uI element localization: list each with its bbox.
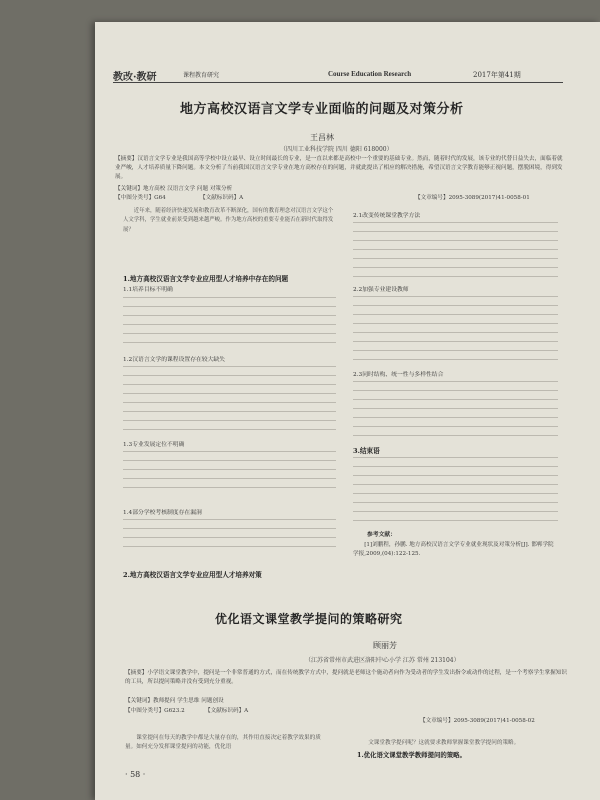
body-text-block xyxy=(123,297,336,351)
article2-classification: 【中图分类号】G623.2 xyxy=(125,708,185,714)
article1-abstract: 【摘要】汉语言文学专业是我国高等学校中设立最早、设立时间最长的专业，是一直以来都是高校中一个重要的基础专业。然而，随着时代的发展，该专业的代替日益失去，面临着就业严峻，人才培养质量下降问题。本文分析了当前我国汉语言文学专业在地方高校存在的问题，并就此提出了相应的解决措施，希望汉语言文学教育能够正视问题，摆脱困境，得到发展。 xyxy=(115,156,563,180)
article1-references-label: 参考文献： xyxy=(367,532,396,538)
article1-affiliation: （四川工业科技学院 四川 德阳 618000） xyxy=(280,146,393,153)
journal-page xyxy=(95,22,600,800)
article1-heading-1: 1.地方高校汉语言文学专业应用型人才培养中存在的问题 xyxy=(123,275,289,283)
article2-keywords: 【关键词】教师提问 学生思维 问题创设 xyxy=(125,698,224,704)
article1-keywords: 【关键词】地方高校 汉语言文学 问题 对策分析 xyxy=(115,186,233,192)
body-text-block xyxy=(123,519,336,555)
article1-classification: 【中图分类号】G64 xyxy=(115,195,166,201)
body-text-block xyxy=(353,457,558,529)
article2-heading-1: 1.优化语文课堂教学教师提问的策略。 xyxy=(357,751,466,759)
article2-doc-code: 【文献标识码】A xyxy=(205,708,249,714)
article2-title: 优化语文课堂教学提问的策略研究 xyxy=(215,612,403,626)
header-rule xyxy=(113,82,563,83)
article1-reference-1: [1]刘鹏程，孙鹏. 地方高校汉语言文学专业就业现状及对策分析[J]. 邯郸学院学报,2009,(04):122-125. xyxy=(353,542,554,557)
article2-article-number: 【文章编号】2095-3089(2017)41-0058-02 xyxy=(420,718,535,724)
article1-subheading-1-2: 1.2汉语言文学的课程设置存在较大缺失 xyxy=(123,357,225,363)
article1-subheading-1-1: 1.1培养目标不明确 xyxy=(123,287,173,293)
body-text-block xyxy=(353,296,558,368)
article1-intro: 近年来，随着经济快速发展和教育改革不断深化，国有的教育理念对汉语言文学这个人文学科，学生就业前景受到越来越严峻。作为地方高校的重要专业能否在新时代取得发展？ xyxy=(123,208,334,233)
article1-subheading-2-2: 2.2加强专业建设教师 xyxy=(353,287,409,293)
article2-author: 顾丽芳 xyxy=(373,641,397,650)
article2-right-intro: 文课堂教学提问呢？这就要求教师掌握课堂教学提问的策略。 xyxy=(368,740,520,746)
article1-article-number: 【文章编号】2095-3089(2017)41-0058-01 xyxy=(415,195,530,201)
article2-intro: 课堂提问在每天的教学中都是大量存在的，其作用直接决定着教学效果的质量。如何充分发挥课堂提问的功能，优化语 xyxy=(125,735,321,750)
article1-subheading-1-4: 1.4部分学校考核制度存在漏洞 xyxy=(123,510,202,516)
article1-author: 王昌林 xyxy=(310,133,334,142)
page-number: · 58 · xyxy=(125,770,146,779)
article1-subheading-2-1: 2.1改变传统课堂教学方法 xyxy=(353,213,421,219)
issue-label: 2017年第41期 xyxy=(473,71,521,79)
body-text-block xyxy=(123,366,336,438)
section-label: 教改·教研 xyxy=(113,72,157,83)
journal-name-en: Course Education Research xyxy=(328,70,412,78)
article1-heading-2: 2.地方高校汉语言文学专业应用型人才培养对策 xyxy=(123,571,262,579)
article1-heading-3: 3.结束语 xyxy=(353,447,380,455)
article2-abstract: 【摘要】小学语文课堂教学中，提问是一个非常普通的方式，而在传统教学方式中，提问就是老师这个施动者向作为受动者的学生发出指令或动作的过程，是一个考察学生掌握知识的工具，所以提问策略并没有受到充分重视。 xyxy=(125,670,567,685)
article1-subheading-1-3: 1.3专业发展定位不明确 xyxy=(123,442,185,448)
body-text-block xyxy=(123,451,336,496)
article1-doc-code: 【文献标识码】A xyxy=(200,195,244,201)
running-header xyxy=(113,68,563,82)
article2-affiliation: （江苏省常州市武进区洛阳中心小学 江苏 常州 213104） xyxy=(305,657,460,664)
body-text-block xyxy=(353,222,558,285)
article1-title: 地方高校汉语言文学专业面临的问题及对策分析 xyxy=(180,102,464,117)
journal-name-cn: 课程教育研究 xyxy=(183,72,220,79)
article1-subheading-2-3: 2.3同时结构、统一性与多样性结合 xyxy=(353,372,444,378)
body-text-block xyxy=(353,381,558,444)
